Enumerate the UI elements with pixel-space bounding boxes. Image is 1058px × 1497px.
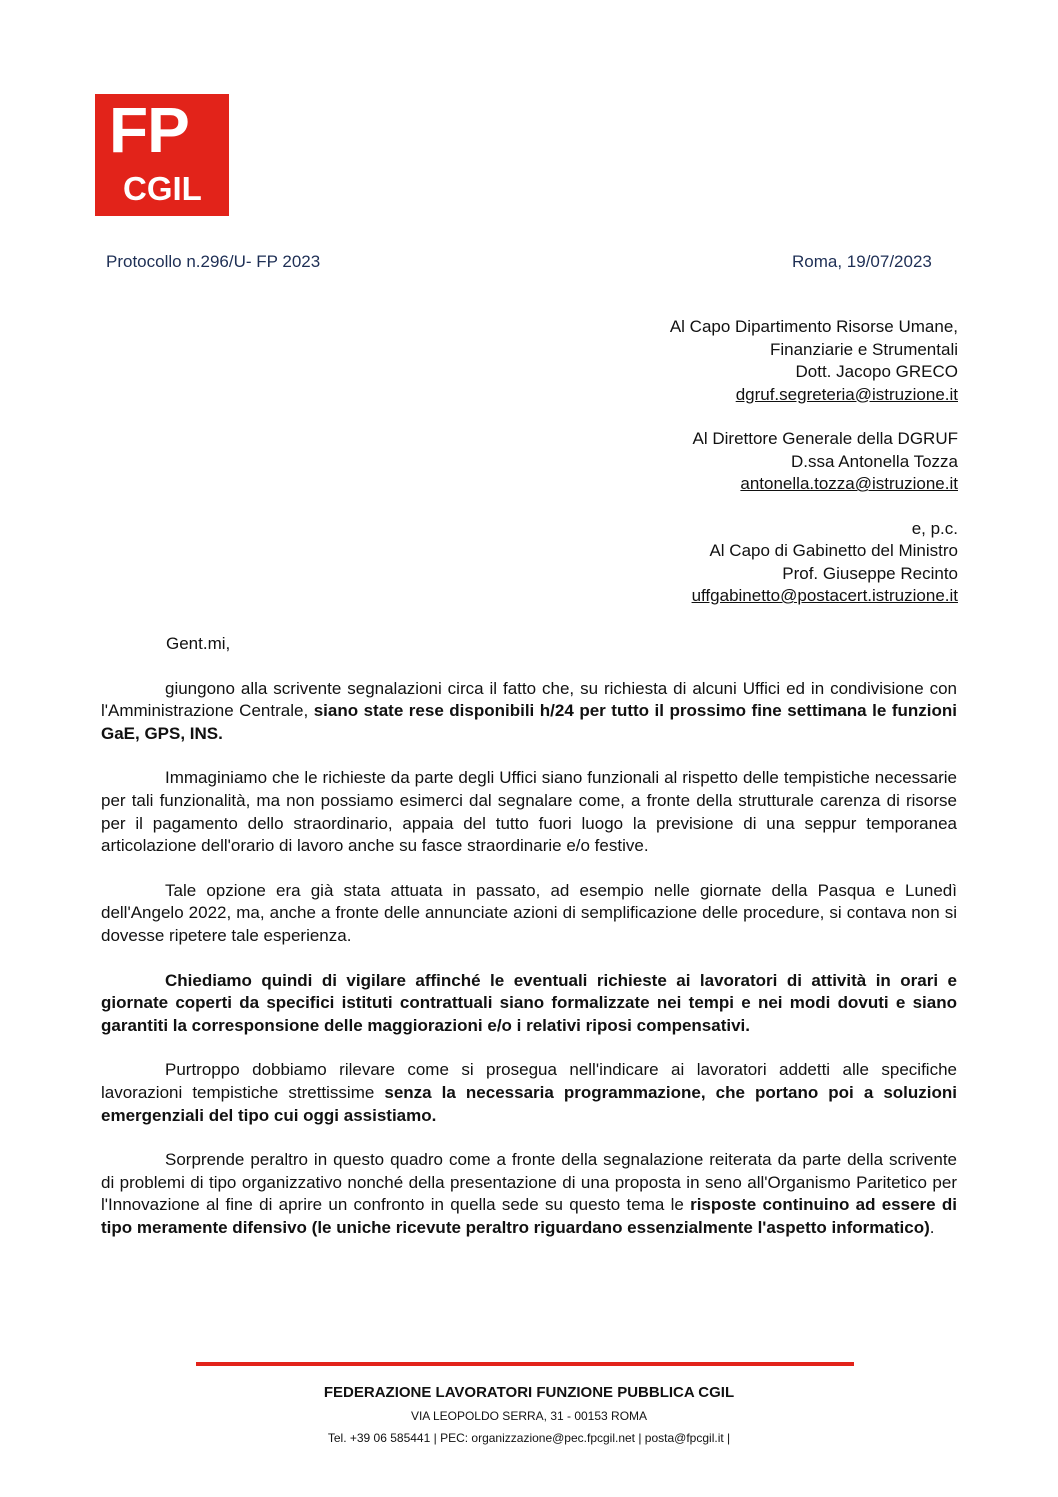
- recipient-line: Al Direttore Generale della DGRUF: [692, 429, 958, 448]
- body-paragraph: [101, 970, 957, 1038]
- greeting: Gent.mi,: [166, 634, 231, 653]
- footer-address: VIA LEOPOLDO SERRA, 31 - 00153 ROMA: [410, 1409, 648, 1423]
- recipient-email-link[interactable]: dgruf.segreteria@istruzione.it: [735, 384, 958, 404]
- recipient-block: [438, 428, 958, 496]
- text: .: [929, 1217, 935, 1237]
- paragraphs: [101, 678, 957, 1240]
- body-paragraph: [101, 678, 957, 746]
- footer-contacts: Tel. +39 06 585441 | PEC: organizzazione@pec.fpcgil.net | posta@fpcgil.it |: [327, 1431, 731, 1445]
- text: giungono alla scrivente segnalazioni circa il fatto che, su richiesta di alcuni Uffici ed in condivisione con l'Amministrazione Centrale,: [101, 678, 957, 721]
- text: Sorprende peraltro in questo quadro come a fronte della segnalazione reiterata da parte della scrivente di problemi di tipo organizzativo nonché della presentazione di una proposta in seno all'Organismo Paritetico per l'Innovazione al fine di aprire un confronto in quella sede su questo tema le: [101, 1150, 957, 1215]
- body-paragraph: [101, 767, 957, 857]
- bold-text: Chiediamo quindi di vigilare affinché le eventuali richieste ai lavoratori di attività in orari e giornate coperti da specifici istituti contrattuali siano formalizzate nei tempi e nei modi dovuti e siano garantiti la corresponsione delle maggiorazioni e/o i relativi riposi compensativi.: [101, 970, 957, 1035]
- bold-text: senza la necessaria programmazione, che portano poi a soluzioni emergenziali del tipo cui oggi assistiamo.: [101, 1082, 958, 1125]
- recipient-line: Dott. Jacopo GRECO: [795, 362, 958, 381]
- recipient-line: Finanziarie e Strumentali: [769, 339, 958, 359]
- protocol-number: Protocollo n.296/U- FP 2023: [106, 252, 321, 271]
- recipient-line: Al Capo Dipartimento Risorse Umane,: [669, 317, 958, 336]
- bold-text: siano state rese disponibili h/24 per tutto il prossimo fine settimana le funzioni GaE, GPS, INS.: [101, 701, 957, 743]
- logo-fp-text: FP: [109, 94, 189, 166]
- body-paragraph: [101, 1059, 957, 1127]
- recipient-block: [438, 316, 958, 406]
- letter-body: [101, 633, 957, 1261]
- recipient-line: Prof. Giuseppe Recinto: [782, 563, 958, 583]
- recipient-block: [438, 518, 958, 608]
- body-paragraph: [101, 1149, 957, 1239]
- letter-date: Roma, 19/07/2023: [792, 252, 932, 271]
- footer-divider: [196, 1362, 854, 1366]
- text: Purtroppo dobbiamo rilevare come si prosegua nell'indicare ai lavoratori addetti alle specifiche lavorazioni tempistiche strettissime: [101, 1060, 957, 1102]
- fp-cgil-logo: [95, 94, 229, 216]
- recipient-email-link[interactable]: uffgabinetto@postacert.istruzione.it: [691, 586, 958, 605]
- recipient-line: e, p.c.: [911, 518, 958, 538]
- bold-text: risposte continuino ad essere di tipo meramente difensivo (le uniche ricevute peraltro riguardano essenzialmente l'aspetto informatico): [101, 1195, 957, 1237]
- logo-cgil-text: CGIL: [123, 170, 202, 207]
- recipient-line: Al Capo di Gabinetto del Ministro: [709, 541, 958, 560]
- recipient-line: D.ssa Antonella Tozza: [791, 451, 958, 471]
- recipients-block: [438, 316, 958, 630]
- text: Tale opzione era già stata attuata in passato, ad esempio nelle giornate della Pasqua e Lunedì dell'Angelo 2022, ma, anche a fronte delle annunciate azioni di semplificazione delle procedure, si contava non si dovesse ripetere tale esperienza.: [101, 880, 957, 945]
- recipient-email-link[interactable]: antonella.tozza@istruzione.it: [740, 474, 958, 493]
- footer-org-name: FEDERAZIONE LAVORATORI FUNZIONE PUBBLICA CGIL: [323, 1384, 735, 1401]
- text: Immaginiamo che le richieste da parte degli Uffici siano funzionali al rispetto delle tempistiche necessarie per tali funzionalità, ma non possiamo esimerci dal segnalare come, a fronte della strutturale carenza di risorse per il pagamento dello straordinario, appaia del tutto fuori luogo la previsione di una seppur temporanea articolazione dell'orario di lavoro anche su fasce straordinarie e/o festive.: [101, 768, 957, 856]
- body-paragraph: [101, 880, 957, 948]
